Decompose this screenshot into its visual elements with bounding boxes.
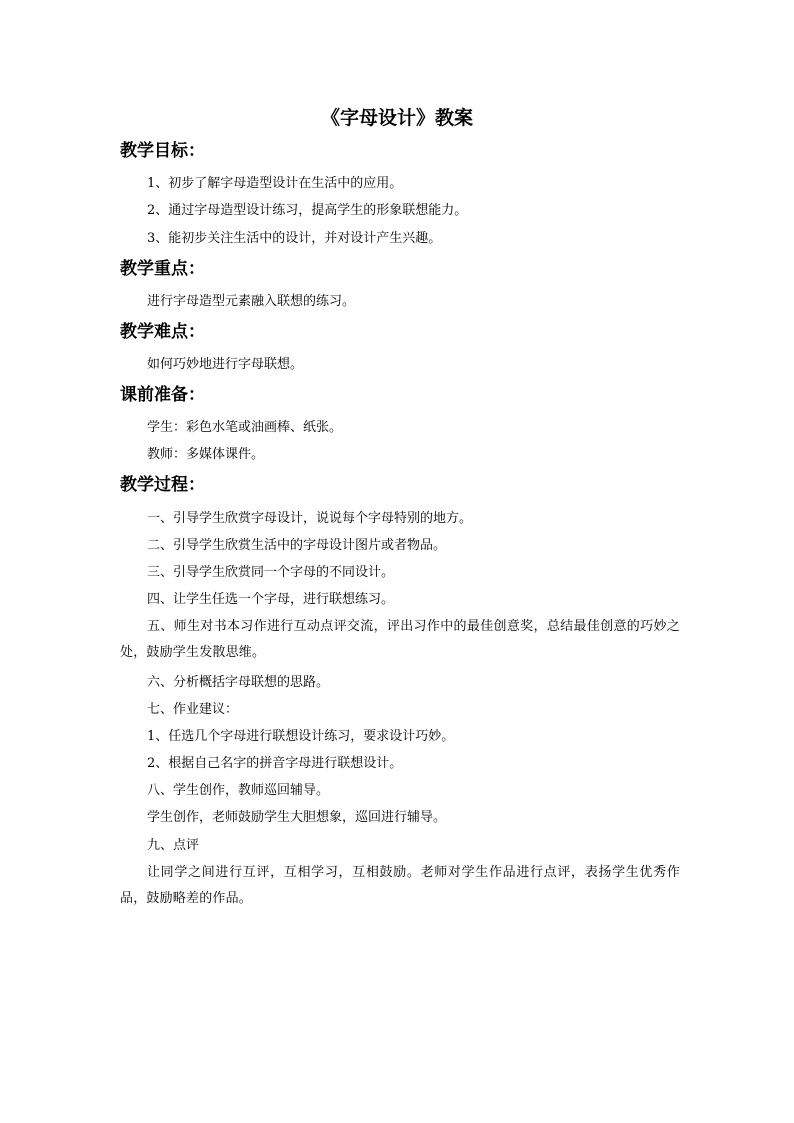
heading-teaching-goals: 教学目标： [120, 141, 205, 161]
preparation-item-2: 教师：多媒体课件。 [147, 447, 265, 462]
goal-item-1: 1、初步了解字母造型设计在生活中的应用。 [147, 176, 403, 191]
goal-item-3: 3、能初步关注生活中的设计，并对设计产生兴趣。 [147, 231, 442, 246]
process-item-4: 四、让学生任选一个字母，进行联想练习。 [147, 592, 395, 607]
heading-preparation: 课前准备： [120, 385, 205, 405]
process-item-1: 一、引导学生欣赏字母设计，说说每个字母特别的地方。 [147, 511, 473, 526]
heading-key-points: 教学重点： [120, 259, 205, 279]
process-item-5: 五、师生对书本习作进行互动点评交流，评出习作中的最佳创意奖，总结最佳创意的巧妙之处，鼓励学生发散思维。 [120, 619, 680, 660]
process-item-10: 八、学生创作，教师巡回辅导。 [147, 783, 330, 798]
process-item-13: 让同学之间进行互评，互相学习，互相鼓励。老师对学生作品进行点评，表扬学生优秀作品，鼓励略差的作品。 [120, 865, 680, 906]
process-item-11: 学生创作，老师鼓励学生大胆想象，巡回进行辅导。 [147, 810, 447, 825]
process-item-8: 1、任选几个字母进行联想设计练习，要求设计巧妙。 [147, 729, 455, 744]
process-item-3: 三、引导学生欣赏同一个字母的不同设计。 [147, 565, 395, 580]
heading-difficulties: 教学难点： [120, 322, 205, 342]
preparation-item-1: 学生：彩色水笔或油画棒、纸张。 [147, 420, 343, 435]
process-item-6: 六、分析概括字母联想的思路。 [147, 675, 330, 690]
process-item-12: 九、点评 [147, 838, 200, 853]
heading-teaching-process: 教学过程： [120, 475, 205, 495]
goal-item-2: 2、通过字母造型设计练习，提高学生的形象联想能力。 [147, 203, 468, 218]
process-item-9: 2、根据自己名字的拼音字母进行联想设计。 [147, 756, 403, 771]
key-point-item-1: 进行字母造型元素融入联想的练习。 [147, 294, 356, 309]
process-item-2: 二、引导学生欣赏生活中的字母设计图片或者物品。 [147, 538, 447, 553]
process-item-7: 七、作业建议： [147, 702, 239, 717]
difficulty-item-1: 如何巧妙地进行字母联想。 [147, 357, 304, 372]
document-title: 《字母设计》教案 [320, 107, 473, 129]
